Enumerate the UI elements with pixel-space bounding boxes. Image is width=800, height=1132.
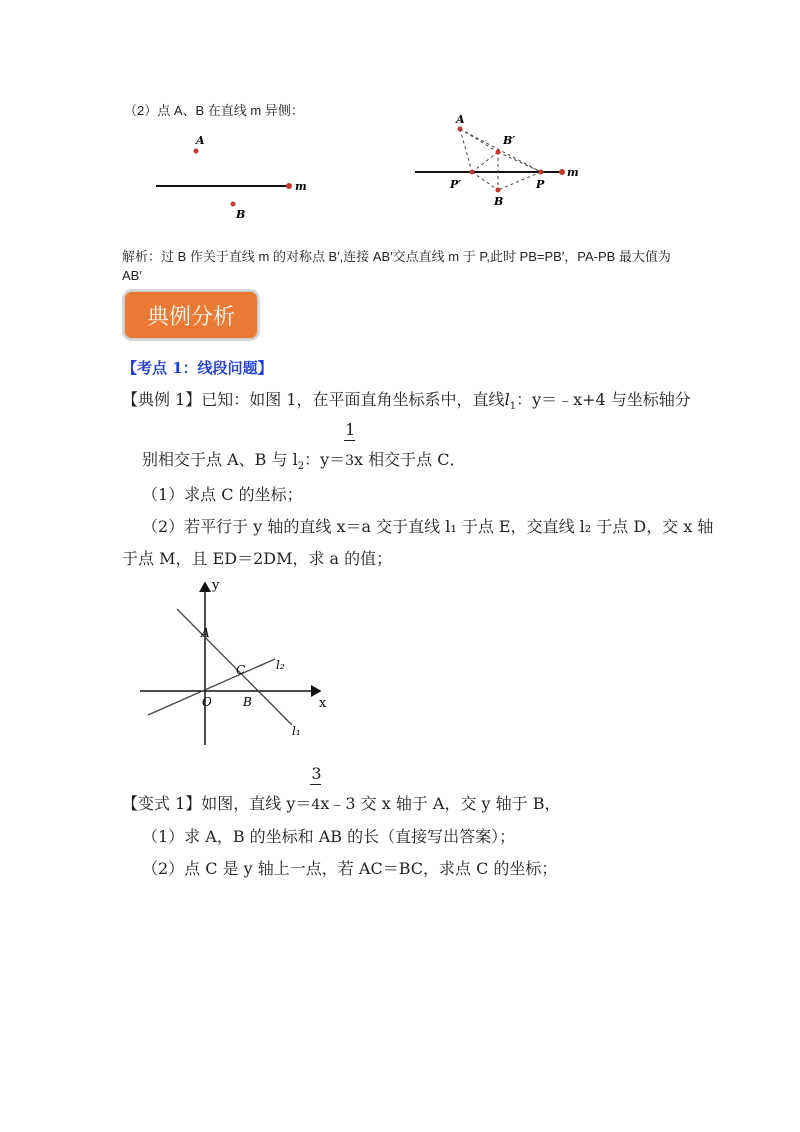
variant-1-label: 【变式 1】 bbox=[122, 794, 202, 813]
explanation-line-2: AB′ bbox=[122, 268, 142, 283]
fraction-denominator: 4 bbox=[311, 797, 321, 813]
label-l2: l₂ bbox=[276, 658, 285, 672]
label-a: A bbox=[201, 626, 210, 640]
l1-subscript: 1 bbox=[509, 401, 517, 413]
equation-l2-suffix: x 相交于点 C． bbox=[354, 450, 466, 469]
label-b: B bbox=[236, 208, 246, 221]
fraction-bar bbox=[344, 440, 355, 441]
example-1-question-2-line-1: （2）若平行于 y 轴的直线 x＝a 交于直线 l₁ 于点 E，交直线 l₂ 于点 D，交 x 轴 bbox=[142, 517, 714, 536]
topic-heading: 【考点 1：线段问题】 bbox=[122, 359, 273, 377]
explanation-line-1: 解析：过 B 作关于直线 m 的对称点 B′,连接 AB′交点直线 m 于 P,此时 PB=PB′，PA-PB 最大值为 bbox=[122, 249, 671, 264]
equation-l2-prefix: ：y＝ bbox=[304, 450, 346, 469]
label-m: m bbox=[295, 180, 307, 193]
label-a: A bbox=[196, 134, 205, 147]
label-l1: l₁ bbox=[292, 724, 301, 738]
point-b bbox=[231, 202, 236, 207]
figure-reflection bbox=[410, 110, 590, 220]
fraction-denominator: 3 bbox=[345, 453, 355, 469]
label-o: O bbox=[202, 695, 212, 709]
example-1-label: 【典例 1】 bbox=[122, 390, 202, 409]
point-b bbox=[496, 188, 501, 193]
label-b-prime: B′ bbox=[503, 134, 516, 147]
variant-1-suffix: x﹣3 交 x 轴于 A，交 y 轴于 B， bbox=[320, 794, 561, 813]
label-b: B bbox=[243, 695, 252, 709]
l2-subscript: 2 bbox=[297, 461, 305, 473]
variant-1-line-1 bbox=[122, 764, 561, 816]
label-p-prime: P′ bbox=[450, 178, 462, 191]
example-1-question-2-line-2: 于点 M，且 ED＝2DM，求 a 的值； bbox=[122, 549, 393, 568]
fraction-numerator: 3 bbox=[311, 764, 322, 783]
variant-1-question-1: （1）求 A，B 的坐标和 AB 的长（直接写出答案）； bbox=[142, 827, 516, 846]
label-c: C bbox=[236, 663, 246, 677]
example-1-line-1 bbox=[122, 389, 691, 418]
label-p: P bbox=[536, 178, 545, 191]
coordinate-graph bbox=[135, 575, 345, 750]
point-p-prime bbox=[470, 170, 475, 175]
fraction-bar bbox=[310, 784, 321, 785]
example-1-question-1: （1）求点 C 的坐标； bbox=[142, 485, 303, 504]
label-a: A bbox=[456, 113, 465, 126]
point-a bbox=[194, 149, 199, 154]
line-l1 bbox=[177, 609, 292, 725]
label-b: B bbox=[494, 195, 504, 208]
equation-l1: ：y＝﹣x+4 与坐标轴分 bbox=[516, 390, 691, 409]
label-m: m bbox=[567, 166, 579, 179]
point-a bbox=[458, 127, 463, 132]
line-m-end-point bbox=[559, 169, 565, 175]
example-1-line-2 bbox=[142, 420, 466, 478]
fraction-one-third bbox=[345, 420, 356, 472]
fraction-three-quarters bbox=[311, 764, 322, 816]
figure-opposite-sides bbox=[150, 128, 320, 228]
construction-lines bbox=[460, 129, 541, 190]
example-1-line-2-prefix: 别相交于点 A、B 与 l bbox=[142, 450, 298, 469]
case-heading: （2）点 A、B 在直线 m 异侧： bbox=[124, 103, 304, 118]
line-m-end-point bbox=[286, 183, 292, 189]
example-1-intro: 已知：如图 1，在平面直角坐标系中，直线 bbox=[201, 390, 505, 409]
point-b-prime bbox=[496, 150, 501, 155]
variant-1-prefix: 如图，直线 y＝ bbox=[201, 794, 312, 813]
x-axis-label: x bbox=[319, 696, 327, 711]
section-badge: 典例分析 bbox=[122, 289, 260, 341]
y-axis-label: y bbox=[212, 578, 220, 593]
point-p bbox=[539, 170, 544, 175]
variant-1-question-2: （2）点 C 是 y 轴上一点，若 AC＝BC，求点 C 的坐标； bbox=[142, 859, 558, 878]
l1-symbol: l bbox=[504, 390, 510, 409]
fraction-numerator: 1 bbox=[345, 420, 356, 439]
